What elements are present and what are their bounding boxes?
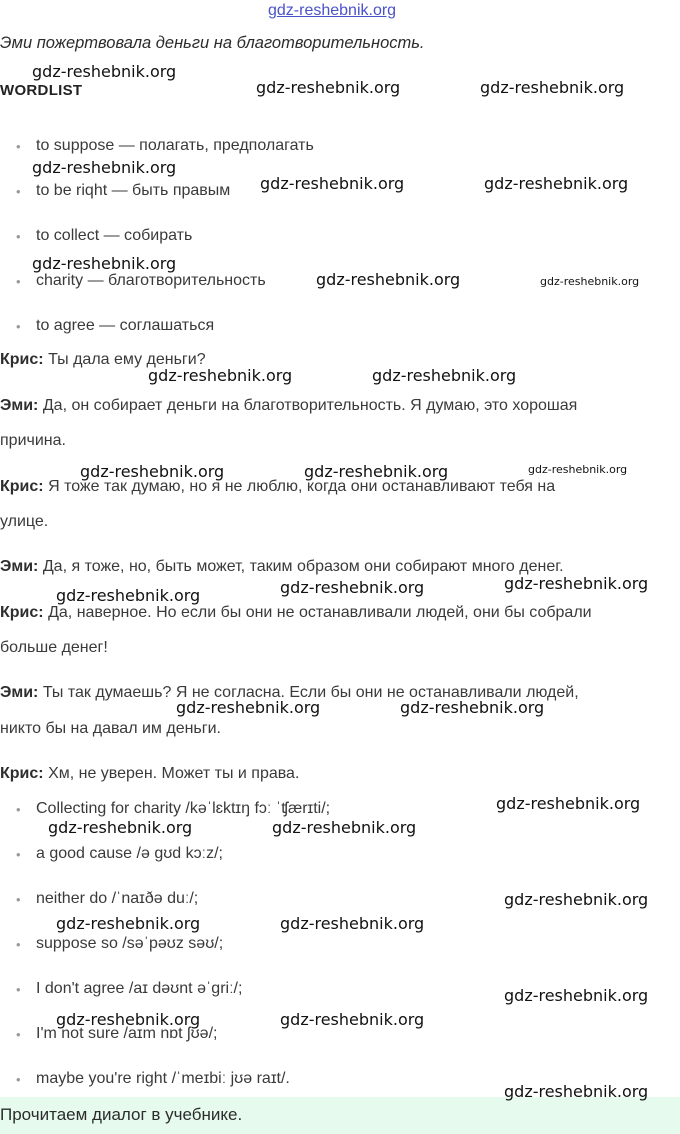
dialogue-text: Да, он собирает деньги на благотворительность. Я думаю, это хорошая xyxy=(42,397,578,414)
dialogue-text: Я тоже так думаю, но я не люблю, когда они останавливают тебя на xyxy=(48,478,556,495)
dialogue-text: Да, я тоже, но, быть может, таким образом они собирают много денег. xyxy=(42,558,564,575)
dialogue-text: Ты дала ему деньги? xyxy=(48,351,206,368)
dialogue-text: никто бы на давал им деньги. xyxy=(0,720,221,737)
watermark: gdz-reshebnik.org xyxy=(304,462,449,481)
dialogue-line xyxy=(0,558,564,576)
wordlist-heading: WORDLIST xyxy=(0,82,83,99)
watermark: gdz-reshebnik.org xyxy=(56,1010,201,1029)
watermark: gdz-reshebnik.org xyxy=(32,158,177,177)
summary-text: Прочитаем диалог в учебнике. xyxy=(0,1105,243,1124)
summary-bar xyxy=(0,1097,680,1134)
dialogue-text: больше денег! xyxy=(0,639,108,656)
watermark: gdz-reshebnik.org xyxy=(148,366,293,385)
speaker: Крис: xyxy=(0,478,44,495)
dialogue-text: Да, наверное. Но если бы они не останавливали людей, они бы собрали xyxy=(48,604,592,621)
dialogue-text: причина. xyxy=(0,432,66,449)
dialogue-text: Хм, не уверен. Может ты и права. xyxy=(48,765,300,782)
phrase-item: • suppose so /səˈpəʊz səʊ/; xyxy=(20,935,223,953)
watermark: gdz-reshebnik.org xyxy=(80,462,225,481)
watermark: gdz-reshebnik.org xyxy=(528,463,628,476)
dialogue-line xyxy=(0,432,66,450)
watermark: gdz-reshebnik.org xyxy=(32,62,177,81)
phrase-item: • Collecting for charity /kəˈlɛktɪŋ fɔː ˈʧærɪti/; xyxy=(20,800,330,818)
site-link[interactable]: gdz-reshebnik.org xyxy=(268,2,397,19)
watermark: gdz-reshebnik.org xyxy=(260,174,405,193)
dialogue-line xyxy=(0,720,221,738)
phrase-item: • maybe you're right /ˈmeɪbiː jʊə raɪt/. xyxy=(20,1070,290,1088)
watermark: gdz-reshebnik.org xyxy=(504,890,649,909)
wordlist-item: • to agree — соглашаться xyxy=(20,317,214,335)
watermark: gdz-reshebnik.org xyxy=(504,986,649,1005)
dialogue-line xyxy=(0,513,48,531)
speaker: Крис: xyxy=(0,351,44,368)
watermark: gdz-reshebnik.org xyxy=(316,270,461,289)
watermark: gdz-reshebnik.org xyxy=(280,578,425,597)
watermark: gdz-reshebnik.org xyxy=(504,1082,649,1101)
dialogue-line xyxy=(0,765,299,783)
speaker: Крис: xyxy=(0,604,44,621)
watermark: gdz-reshebnik.org xyxy=(372,366,517,385)
watermark: gdz-reshebnik.org xyxy=(176,698,321,717)
watermark: gdz-reshebnik.org xyxy=(272,818,417,837)
speaker: Эми: xyxy=(0,684,39,701)
watermark: gdz-reshebnik.org xyxy=(56,914,201,933)
wordlist-item: • charity — благотворительность xyxy=(20,272,266,290)
intro-text: Эми пожертвовала деньги на благотворительность. xyxy=(0,34,425,52)
speaker: Крис: xyxy=(0,765,44,782)
dialogue-text: улице. xyxy=(0,513,49,530)
watermark: gdz-reshebnik.org xyxy=(48,818,193,837)
dialogue-line xyxy=(0,639,108,657)
watermark: gdz-reshebnik.org xyxy=(480,78,625,97)
watermark: gdz-reshebnik.org xyxy=(256,78,401,97)
wordlist-item: • to collect — собирать xyxy=(20,227,192,245)
wordlist-item: • to suppose — полагать, предполагать xyxy=(20,137,314,155)
phrase-item: • I don't agree /aɪ dəʊnt əˈgriː/; xyxy=(20,980,242,998)
phrase-item: • neither do /ˈnaɪðə duː/; xyxy=(20,890,198,908)
watermark: gdz-reshebnik.org xyxy=(280,1010,425,1029)
speaker: Эми: xyxy=(0,397,39,414)
phrase-item: • a good cause /ə gʊd kɔːz/; xyxy=(20,845,223,863)
watermark: gdz-reshebnik.org xyxy=(56,586,201,605)
watermark: gdz-reshebnik.org xyxy=(496,794,641,813)
dialogue-line xyxy=(0,604,592,622)
dialogue-text: Ты так думаешь? Я не согласна. Если бы они не останавливали людей, xyxy=(42,684,579,701)
watermark: gdz-reshebnik.org xyxy=(280,914,425,933)
wordlist-item: • to be riqht — быть правым xyxy=(20,182,230,200)
speaker: Эми: xyxy=(0,558,39,575)
dialogue-line xyxy=(0,397,577,415)
watermark: gdz-reshebnik.org xyxy=(504,574,649,593)
watermark: gdz-reshebnik.org xyxy=(484,174,629,193)
phrase-item: • I'm not sure /aɪm nɒt ʃʊə/; xyxy=(20,1025,217,1043)
watermark: gdz-reshebnik.org xyxy=(400,698,545,717)
watermark: gdz-reshebnik.org xyxy=(32,254,177,273)
watermark: gdz-reshebnik.org xyxy=(540,275,640,288)
